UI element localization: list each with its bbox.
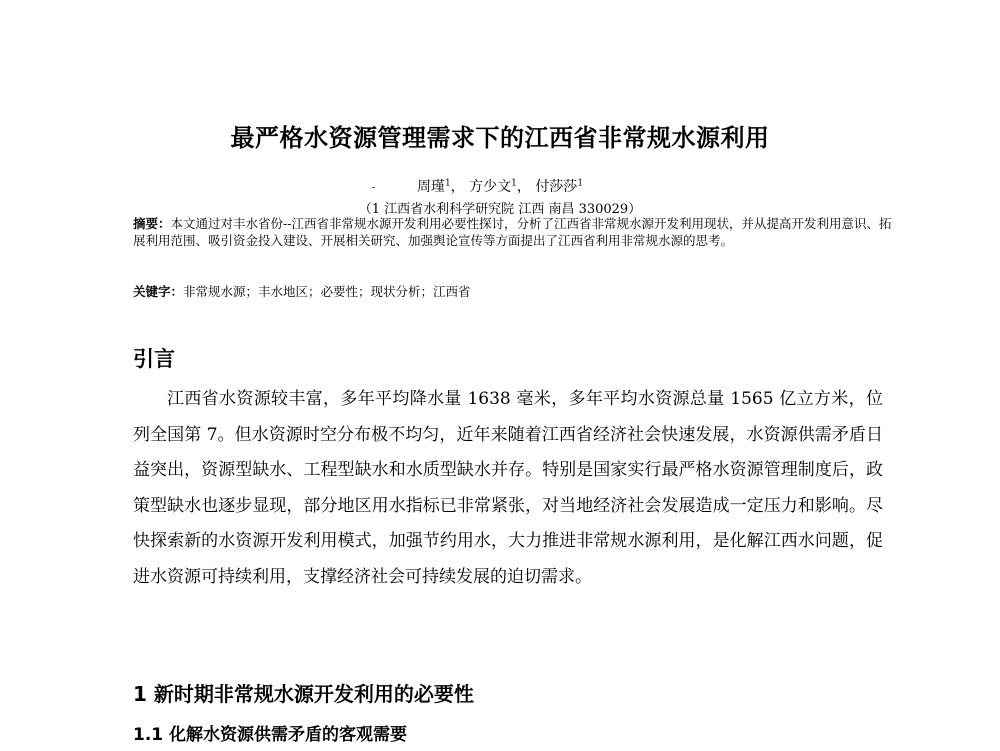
author-list: [0, 176, 1000, 196]
intro-heading: 引言: [133, 347, 175, 371]
paper-title: 最严格水资源管理需求下的江西省非常规水源利用: [230, 124, 770, 152]
author-separator: ，: [516, 179, 531, 195]
subsection-heading: 1.1 化解水资源供需矛盾的客观需要: [133, 725, 408, 745]
section-heading: 1 新时期非常规水源开发利用的必要性: [133, 682, 474, 706]
keywords-label: 关键字：: [133, 284, 184, 299]
author-affiliation-mark: 1: [444, 178, 451, 189]
abstract-label: 摘要：: [133, 216, 171, 231]
author-affiliation-mark: 1: [511, 178, 517, 189]
author-name: 周瑾: [416, 179, 445, 195]
author-name: 付莎莎: [535, 179, 578, 195]
keywords: [133, 283, 903, 300]
intro-paragraph: 江西省水资源较丰富，多年平均降水量 1638 毫米，多年平均水资源总量 1565 亿立方米，位列全国第 7。但水资源时空分布极不均匀，近年来随着江西省经济社会快速发展，水资源供需矛盾日益突出，资源型缺水、工程型缺水和水质型缺水并存。特别是国家实行最严格水资源管理制度后，政策型缺水也逐步显现，部分地区用水指标已非常紧张，对当地经济社会发展造成一定压力和影响。尽快探索新的水资源开发利用模式，加强节约用水，大力推进非常规水源利用，是化解江西水问题，促进水资源可持续利用，支撑经济社会可持续发展的迫切需求。: [133, 389, 883, 587]
author-name: 方少文: [469, 179, 512, 195]
affiliation: （1 江西省水利科学研究院 江西 南昌 330029）: [358, 202, 642, 217]
keywords-text: 非常规水源；丰水地区；必要性；现状分析；江西省: [183, 284, 471, 299]
author-affiliation-mark: 1: [577, 178, 584, 189]
abstract-text: 本文通过对丰水省份--江西省非常规水源开发利用必要性探讨，分析了江西省非常规水源开发利用现状，并从提高开发利用意识、拓展利用范围、吸引资金投入建设、开展相关研究、加强舆论宣传等方面提出了江西省利用非常规水源的思考。: [133, 216, 892, 248]
author-separator: ，: [450, 179, 465, 195]
abstract: [133, 215, 903, 249]
